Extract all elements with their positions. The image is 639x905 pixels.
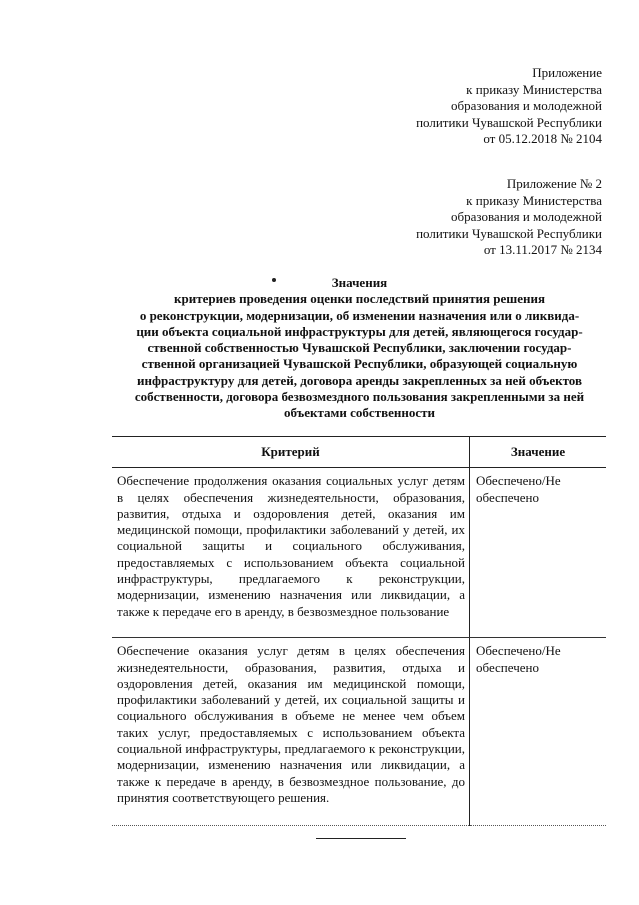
title-line: собственности, договора безвозмездного пользования закрепленными за ней (134, 389, 585, 405)
title-line: ственной собственностью Чувашской Республики, заключении государ- (147, 340, 572, 356)
title-line: Значения (331, 275, 388, 290)
annex-header-previous (416, 176, 602, 259)
annex1-line: Приложение (532, 65, 602, 80)
document-title (112, 275, 607, 422)
table-row (112, 638, 606, 826)
title-line: ции объекта социальной инфраструктуры для детей, являющегося государ- (136, 323, 583, 339)
header-value: Значение (470, 437, 607, 468)
annex2-line: образования и молодежной (451, 209, 602, 224)
annex1-line: политики Чувашской Республики (416, 114, 602, 130)
annex2-line: к приказу Министерства (466, 192, 602, 208)
annex1-line: к приказу Министерства (466, 81, 602, 97)
title-line: инфраструктуру для детей, договора аренды закрепленных за ней объектов (137, 372, 582, 388)
title-line: объектами собственности (284, 405, 435, 421)
annex2-line: Приложение № 2 (506, 176, 602, 191)
annex1-line: от 05.12.2018 № 2104 (483, 131, 602, 146)
title-line: критериев проведения оценки последствий принятия решения (173, 291, 546, 307)
criteria-table (112, 436, 606, 826)
table-header-row (112, 437, 606, 468)
annex2-line: политики Чувашской Республики (416, 225, 602, 241)
criterion-cell: Обеспечение продолжения оказания социальных услуг детям в целях обеспечения жизнедеятельности, образования, развития, отдыха и оздоровления детей, оказания им медицинской помощи, профилактики заболеваний у детей, их социальной защиты и социального обслуживания, предоставляемых с использованием объекта социальной инфраструктуры, предлагаемого к реконструкции, модернизации, изменению назначения или ликвидации, а также к передаче его в аренду, в безвозмездное пользование (112, 468, 470, 638)
title-line: о реконструкции, модернизации, об изменении назначения или о ликвида- (139, 307, 580, 323)
annex-header-current (416, 65, 602, 148)
annex2-line: от 13.11.2017 № 2134 (483, 242, 602, 257)
value-cell: Обеспечено/Не обеспечено (470, 638, 607, 826)
table-row (112, 468, 606, 638)
header-criterion: Критерий (112, 437, 470, 468)
title-line: ственной организацией Чувашской Республики, образующей социальную (141, 356, 578, 372)
value-cell: Обеспечено/Не обеспечено (470, 468, 607, 638)
criterion-cell: Обеспечение оказания услуг детям в целях обеспечения жизнедеятельности, образования, развития, отдыха и оздоровления детей, оказания им медицинской помощи, профилактики заболеваний у детей, их социальной защиты и социального обслуживания в объеме не менее чем объем таких услуг, предоставляемых с использованием объекта социальной инфраструктуры, предлагаемого к реконструкции, модернизации, изменению назначения или ликвидации, а также к передаче в аренду, в безвозмездное пользование, до принятия соответствующего решения. (112, 638, 470, 826)
closing-rule (316, 838, 406, 839)
annex1-line: образования и молодежной (451, 98, 602, 113)
